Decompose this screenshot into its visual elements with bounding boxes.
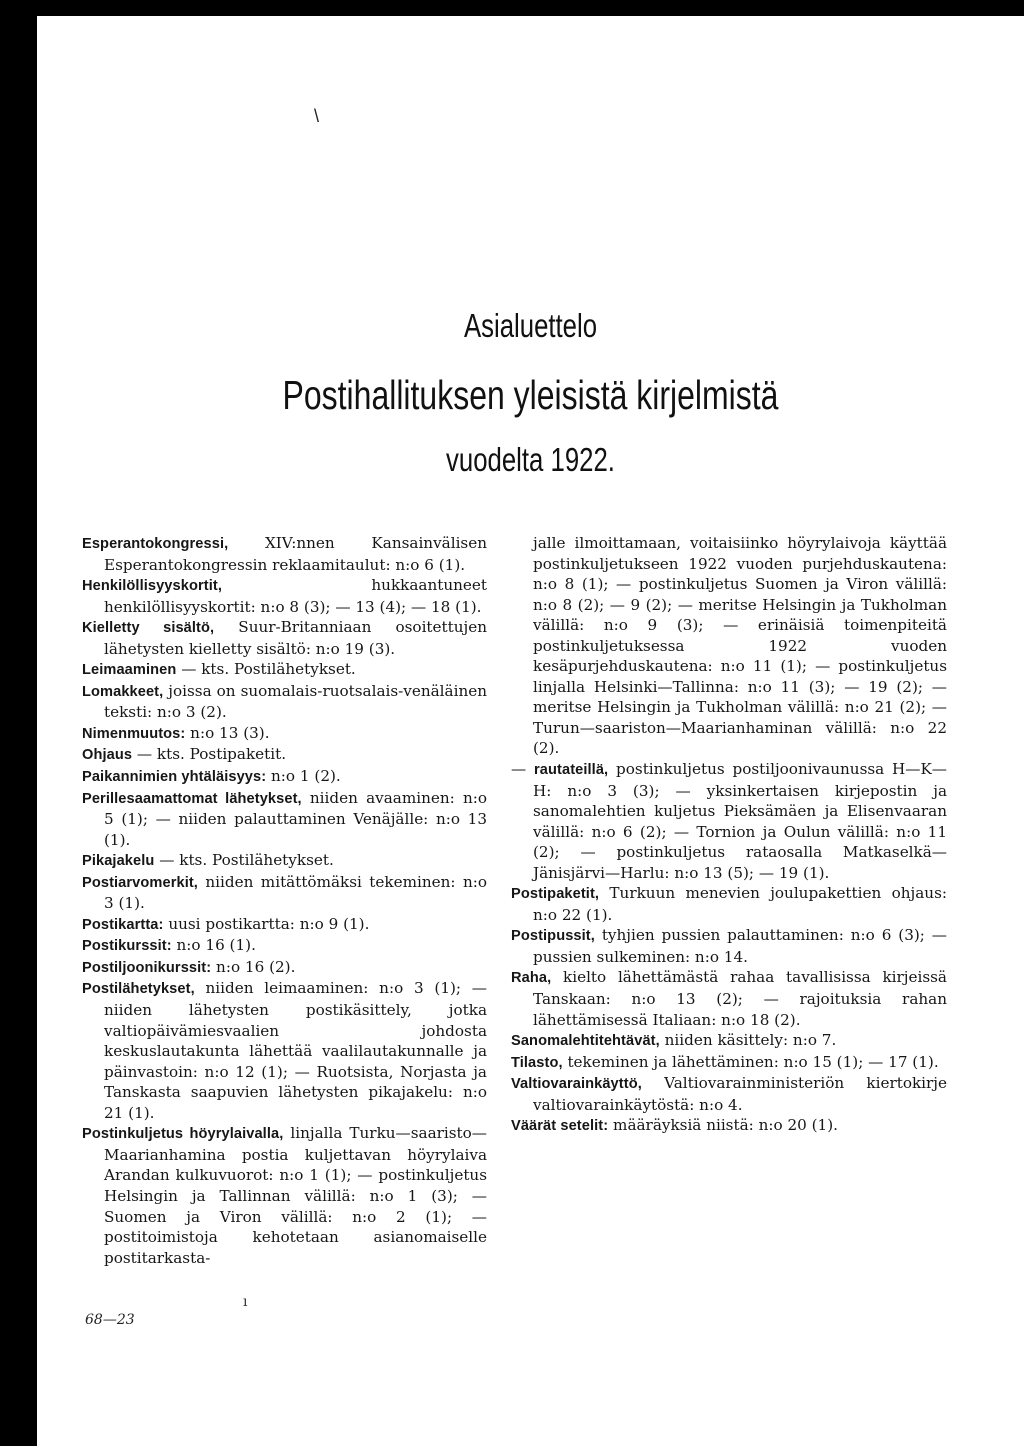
index-entry [82,872,487,914]
index-entry [511,1073,947,1115]
index-entry [511,1030,947,1052]
index-text: XIV:nnen Kansainvälisen Esperantokongressin reklaamitaulut: n:o 6 (1). [104,534,487,574]
index-entry [82,788,487,851]
index-keyword: Postiarvomerkit, [82,874,198,891]
print-code: 68—23 [85,1312,135,1328]
index-entry [82,1123,487,1268]
index-keyword: Postipussit, [511,928,595,945]
index-text: n:o 1 (2). [266,767,341,786]
index-text: linjalla Turku—saaristo—Maarianhamina postia kuljettavan höyrylaiva Arandan kulkuvuorot: n:o 1 (1); — postinkuljetus Helsingin ja Tallinnan välillä: n:o 1 (3); — Suomen ja Viron välillä: n:o 2 (1); — postitoimistoja kehotetaan asianomaiselle postitarkasta- [104,1124,487,1267]
index-keyword: Väärät setelit: [511,1118,609,1135]
index-entry [82,744,487,766]
index-text: — kts. Postilähetykset. [176,660,356,679]
corner-mark: \ [314,106,320,126]
index-entry [82,978,487,1123]
index-text: joissa on suomalais-ruotsalais-venäläinen teksti: n:o 3 (2). [104,681,487,722]
index-entry [82,957,487,979]
index-entry [82,617,487,659]
index-keyword: Raha, [511,970,552,987]
index-entry [82,914,487,936]
index-keyword: Tilasto, [511,1054,563,1071]
index-text: n:o 13 (3). [185,723,270,742]
index-keyword: Esperantokongressi, [82,536,229,552]
index-text: Suur-Britanniaan osoitettujen lähetysten kielletty sisältö: n:o 19 (3). [104,618,487,658]
index-keyword: Sanomalehtitehtävät, [511,1033,660,1050]
index-text: niiden avaaminen: n:o 5 (1); — niiden palauttaminen Venäjälle: n:o 13 (1). [104,788,487,849]
index-text: tekeminen ja lähettäminen: n:o 15 (1); — 17 (1). [562,1052,939,1071]
index-entry [511,967,947,1030]
index-keyword: Kielletty sisältö, [82,620,215,637]
index-text: tyhjien pussien palauttaminen: n:o 6 (3); — pussien sulkeminen: n:o 14. [533,926,947,966]
index-entry [82,681,487,723]
index-entry [511,1115,947,1137]
index-keyword: Ohjaus [82,747,133,764]
index-entry [511,925,947,967]
index-keyword: Lomakkeet, [82,683,164,700]
index-text: niiden leimaaminen: n:o 3 (1); — niiden lähetysten postikäsittely, jotka valtiopäivämiesvaalien johdosta keskuslautakunta lähettää vaalilautakunnalle ja päinvastoin: n:o 12 (1); — Ruotsista, Norjasta ja Tanskasta saapuvien lähetysten pikajakelu: n:o 21 (1). [104,979,487,1122]
index-keyword: Postikartta: [82,916,164,933]
index-keyword: Postipaketit, [511,886,600,903]
page-title: Postihallituksen yleisistä kirjelmistä [282,372,779,418]
index-entry [82,935,487,957]
index-entry [82,659,487,681]
index-column-right [511,533,947,1137]
index-keyword: rautateillä, [534,762,609,779]
index-text: Turkuun menevien joulupakettien ohjaus: n:o 22 (1). [533,884,947,924]
index-entry: — rautateillä, postinkuljetus postiljoonivaunussa H—K—H: n:o 3 (3); — yksinkertaisen kirjepostin ja sanomalehtien kuljetus Pieksämäen ja Elisenvaaran välillä: n:o 6 (2); — Tornion ja Oulun välillä: n:o 11 (2); — postinkuljetus rataosalla Matkaselkä—Jänisjärvi—Harlu: n:o 13 (5); — 19 (1). [511,760,947,882]
index-keyword: Pikajakelu [82,853,155,870]
index-text: määräyksiä niistä: n:o 20 (1). [608,1116,838,1135]
page-year: vuodelta 1922. [446,441,615,478]
index-keyword: Valtiovarainkäyttö, [511,1076,642,1093]
index-keyword: Postiljoonikurssit: [82,959,212,976]
index-text: n:o 16 (1). [171,936,256,955]
index-text: postinkuljetus postiljoonivaunussa H—K—H: n:o 3 (3); — yksinkertaisen kirjepostin ja sanomalehtien kuljetus Pieksämäen ja Elisenvaaran välillä: n:o 6 (2); — Tornion ja Oulun välillä: n:o 11 (2); — postinkuljetus rataosalla Matkaselkä—Jänisjärvi—Harlu: n:o 13 (5); — 19 (1). [533,760,947,882]
index-entry [82,766,487,788]
index-keyword: Nimenmuutos: [82,725,186,742]
footer-mark: ı [243,1294,248,1310]
index-text: niiden käsittely: n:o 7. [659,1031,837,1050]
index-keyword: Paikannimien yhtäläisyys: [82,769,267,786]
index-text: kielto lähettämästä rahaa tavallisissa kirjeissä Tanskaan: n:o 13 (2); — rajoituksia rahan lähettämisessä Italiaan: n:o 18 (2). [533,968,947,1029]
index-entry [82,723,487,745]
index-entry-continuation: jalle ilmoittamaan, voitaisiinko höyrylaivoja käyttää postinkuljetukseen 1922 vuoden purjehduskautena: n:o 8 (1); — postinkuljetus Suomen ja Viron välillä: n:o 8 (2); — 9 (2); — meritse Helsingin ja Tukholman välillä: n:o 9 (3); — erinäisiä toimenpiteitä postinkuljetuksessa 1922 vuoden kesäpurjehduskautena: n:o 11 (1); — postinkuljetus linjalla Helsinki—Tallinna: n:o 11 (3); — 19 (2); — meritse Helsingin ja Tukholman välillä: n:o 21 (2); — Turun—saariston—Maarianhaminan välillä: n:o 22 (2). [533,534,947,758]
index-keyword: Leimaaminen [82,662,177,679]
index-entry [82,850,487,872]
document-page [37,16,1024,1446]
index-text: — kts. Postipaketit. [132,745,287,764]
index-entry [82,575,487,617]
index-entry [511,883,947,925]
index-kicker: Asialuettelo [463,307,598,344]
index-text: niiden mitättömäksi tekeminen: n:o 3 (1). [104,872,487,913]
index-keyword: Perillesaamattomat lähetykset, [82,790,302,807]
index-keyword: Postikurssit: [82,938,172,955]
index-text: — kts. Postilähetykset. [154,851,334,870]
index-text: Valtiovarainministeriön kiertokirje valtiovarainkäytöstä: n:o 4. [533,1074,947,1114]
index-entry [82,533,487,575]
index-keyword: Postilähetykset, [82,981,195,998]
index-text: n:o 16 (2). [211,957,296,976]
index-entry [511,1052,947,1074]
index-keyword: Postinkuljetus höyrylaivalla, [82,1126,284,1143]
index-column-left [82,533,487,1268]
index-text: uusi postikartta: n:o 9 (1). [163,914,370,933]
index-text: hukkaantuneet henkilöllisyyskortit: n:o 8 (3); — 13 (4); — 18 (1). [104,576,487,616]
index-keyword: Henkilöllisyyskortit, [82,578,222,595]
